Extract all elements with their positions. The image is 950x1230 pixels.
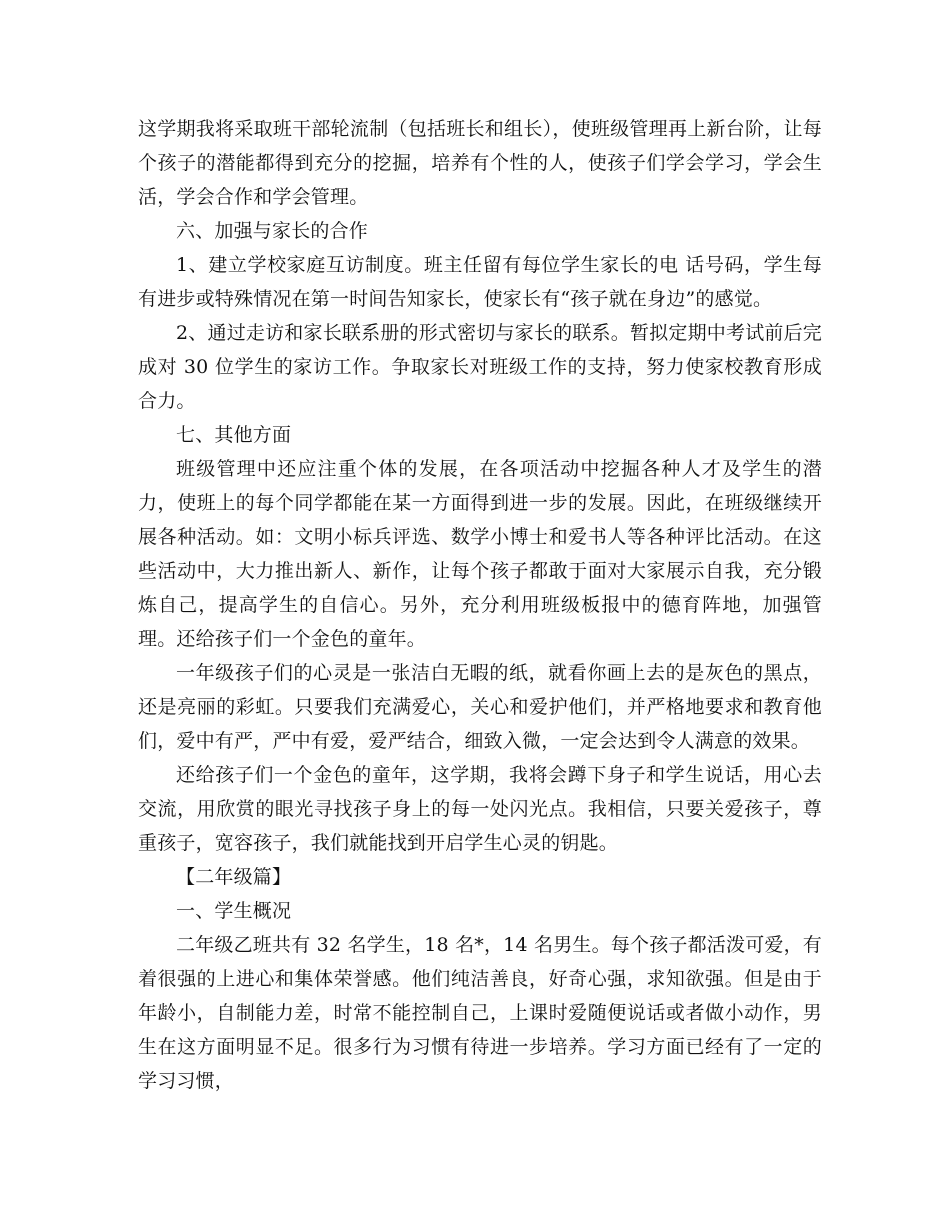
paragraph-home-visit-work: 2、通过走访和家长联系册的形式密切与家长的联系。暂拟定期中考试前后完成对 30 位学生的家访工作。争取家长对班级工作的支持，努力使家校教育形成合力。: [138, 322, 822, 412]
document-body: [138, 112, 822, 1098]
paragraph-class-overview: 二年级乙班共有 32 名学生，18 名*，14 名男生。每个孩子都活泼可爱，有着很强的上进心和集体荣誉感。他们纯洁善良，好奇心强，求知欲强。但是由于年龄小，自制能力差，时常不能控制自己，上课时爱随便说话或者做小动作，男生在这方面明显不足。很多行为习惯有待进一步培养。学习方面已经有了一定的学习习惯，: [138, 934, 822, 1092]
section-heading-parent-cooperation: 六、加强与家长的合作: [176, 220, 369, 242]
section-heading-student-overview: 一、学生概况: [176, 900, 292, 922]
section-heading-grade-two: 【二年级篇】: [176, 866, 292, 888]
paragraph-class-rotation: 这学期我将采取班干部轮流制（包括班长和组长），使班级管理再上新台阶，让每个孩子的潜能都得到充分的挖掘，培养有个性的人，使孩子们学会学习，学会生活，学会合作和学会管理。: [138, 118, 822, 208]
paragraph-children-hearts: 一年级孩子们的心灵是一张洁白无暇的纸，就看你画上去的是灰色的黑点，还是亮丽的彩虹。只要我们充满爱心，关心和爱护他们，并严格地要求和教育他们，爱中有严，严中有爱，爱严结合，细致入微，一定会达到令人满意的效果。: [138, 662, 822, 752]
section-heading-other-aspects: 七、其他方面: [176, 424, 292, 446]
paragraph-home-visit-system: 1、建立学校家庭互访制度。班主任留有每位学生家长的电 话号码，学生每有进步或特殊情况在第一时间告知家长，使家长有“孩子就在身边”的感觉。: [138, 254, 822, 310]
paragraph-golden-childhood: 还给孩子们一个金色的童年，这学期，我将会蹲下身子和学生说话，用心去交流，用欣赏的眼光寻找孩子身上的每一处闪光点。我相信，只要关爱孩子，尊重孩子，宽容孩子，我们就能找到开启学生心灵的钥匙。: [138, 764, 822, 854]
paragraph-individual-development: 班级管理中还应注重个体的发展，在各项活动中挖掘各种人才及学生的潜力，使班上的每个同学都能在某一方面得到进一步的发展。因此，在班级继续开展各种活动。如：文明小标兵评选、数学小博士和爱书人等各种评比活动。在这些活动中，大力推出新人、新作，让每个孩子都敢于面对大家展示自我，充分锻炼自己，提高学生的自信心。另外，充分利用班级板报中的德育阵地，加强管理。还给孩子们一个金色的童年。: [138, 458, 822, 650]
